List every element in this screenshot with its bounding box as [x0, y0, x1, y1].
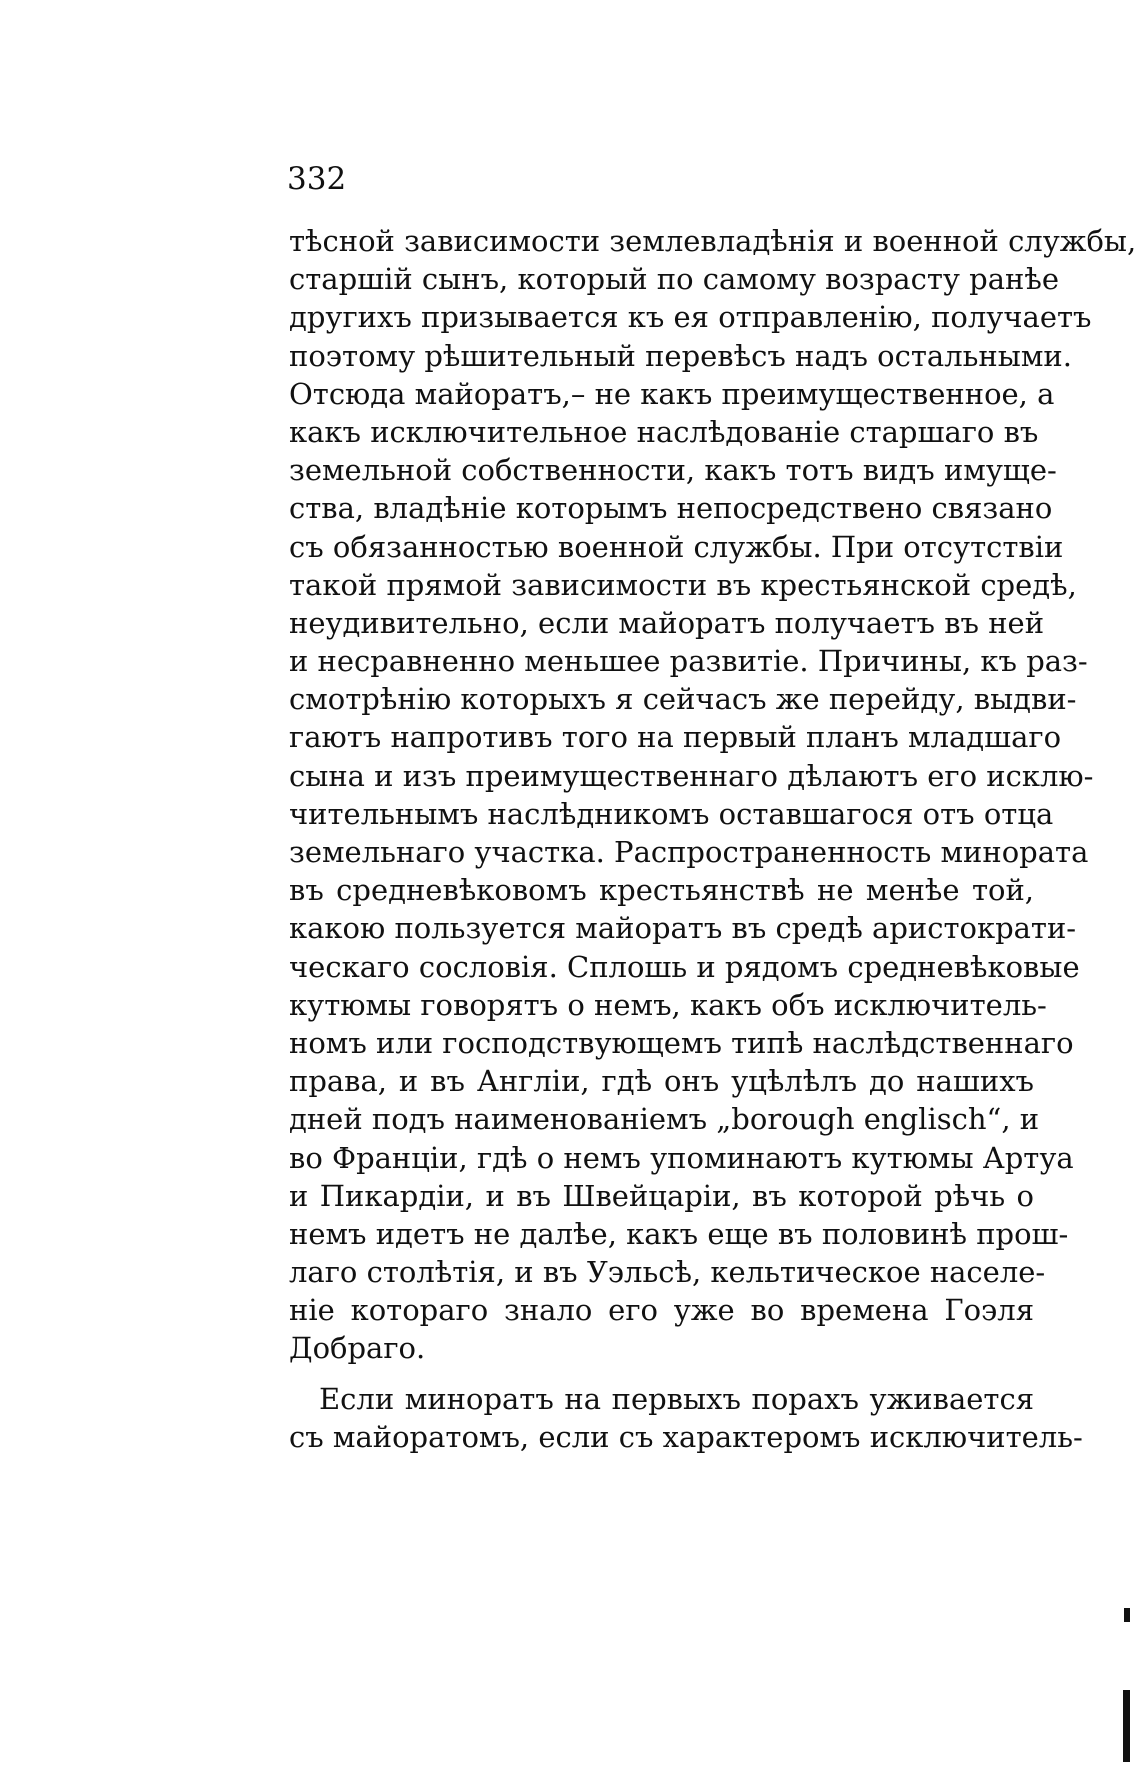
- text-line: ніе котораго знало его уже во времена Гоэля: [289, 1293, 1034, 1328]
- text-line: поэтому рѣшительный перевѣсъ надъ остальными.: [289, 338, 1072, 373]
- text-line: старшій сынъ, который по самому возрасту ранѣе: [289, 262, 1059, 297]
- text-line: лаго столѣтія, и въ Уэльсѣ, кельтическое населе-: [289, 1255, 1046, 1290]
- text-line: земельной собственности, какъ тотъ видъ имуще-: [289, 453, 1057, 488]
- text-line: въ средневѣковомъ крестьянствѣ не менѣе той,: [289, 873, 1034, 908]
- body-text: [289, 222, 1137, 1456]
- text-line: Отсюда майоратъ,– не какъ преимущественное, а: [289, 376, 1055, 411]
- text-line: Добраго.: [289, 1331, 426, 1366]
- text-line: права, и въ Англіи, гдѣ онъ уцѣлѣлъ до нашихъ: [289, 1064, 1034, 1099]
- text-line: ческаго сословія. Сплошь и рядомъ средневѣковые: [289, 949, 1080, 984]
- page-number: 332: [287, 161, 347, 197]
- text-line: Если миноратъ на первыхъ порахъ уживается: [319, 1381, 1034, 1416]
- text-line: смотрѣнію которыхъ я сейчасъ же перейду, выдви-: [289, 682, 1077, 717]
- text-line: чительнымъ наслѣдникомъ оставшагося отъ отца: [289, 796, 1054, 831]
- margin-mark: [1124, 1608, 1130, 1622]
- text-line: какою пользуется майоратъ въ средѣ аристократи-: [289, 911, 1077, 946]
- text-line: ства, владѣніе которымъ непосредствено связано: [289, 491, 1053, 526]
- paragraph-gap: [289, 1368, 1034, 1380]
- text-line: и Пикардіи, и въ Швейцаріи, въ которой рѣчь о: [289, 1178, 1034, 1213]
- text-line: неудивительно, если майоратъ получаетъ въ ней: [289, 605, 1045, 640]
- text-line: какъ исключительное наслѣдованіе старшаго въ: [289, 414, 1039, 449]
- text-line: номъ или господствующемъ типѣ наслѣдственнаго: [289, 1025, 1074, 1060]
- paragraph: [289, 222, 1137, 1368]
- text-line: гаютъ напротивъ того на первый планъ младшаго: [289, 720, 1062, 755]
- text-line: сына и изъ преимущественнаго дѣлаютъ его исклю-: [289, 758, 1094, 793]
- margin-mark: [1123, 1690, 1130, 1762]
- paragraph: [289, 1380, 1083, 1456]
- text-line: земельнаго участка. Распространенность минората: [289, 835, 1089, 869]
- text-line: другихъ призывается къ ея отправленію, получаетъ: [289, 300, 1092, 335]
- text-line: и несравненно меньшее развитіе. Причины, къ раз-: [289, 644, 1088, 679]
- text-line: съ майоратомъ, если съ характеромъ исключитель-: [289, 1419, 1083, 1454]
- text-line: такой прямой зависимости въ крестьянской средѣ,: [289, 567, 1077, 602]
- text-line: во Франціи, гдѣ о немъ упоминаютъ кутюмы Артуа: [289, 1140, 1074, 1175]
- text-line: дней подъ наименованіемъ „borough englisch“, и: [289, 1102, 1040, 1137]
- text-line: кутюмы говорятъ о немъ, какъ объ исключитель-: [289, 987, 1047, 1022]
- text-line: съ обязанностью военной службы. При отсутствіи: [289, 529, 1064, 564]
- text-line: тѣсной зависимости землевладѣнія и военной службы,: [289, 224, 1137, 258]
- text-line: немъ идетъ не далѣе, какъ еще въ половинѣ прош-: [289, 1216, 1069, 1251]
